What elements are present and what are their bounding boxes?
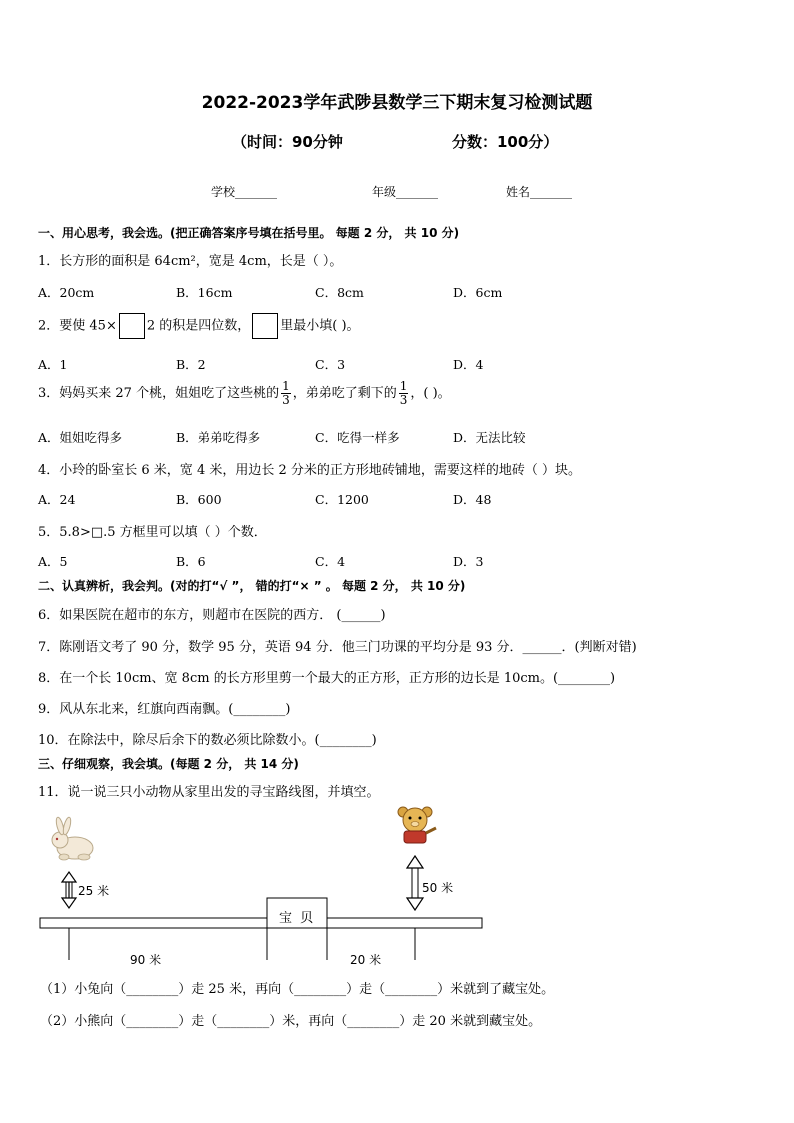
q3-part2: ，弟弟吃了剩下的 xyxy=(292,386,397,401)
question-11-fill-2: （2）小熊向（________）走（________）米，再向（________）走 20 米就到藏宝处。 xyxy=(40,1014,542,1029)
q3-fraction-1: $\frac{1}{3}$ xyxy=(282,379,290,407)
q1-option-b: B．16cm xyxy=(176,285,233,300)
question-5: 5．5.8>□.5 方框里可以填（ ）个数． xyxy=(38,525,267,540)
treasure-route-diagram xyxy=(0,800,794,980)
q3-option-a: A．姐姐吃得多 xyxy=(38,430,123,445)
question-10: 10．在除法中，除尽后余下的数必须比除数小。(________) xyxy=(38,733,377,748)
q4-option-c: C．1200 xyxy=(315,492,369,507)
left-distance-label: 90 米 xyxy=(130,953,162,967)
road xyxy=(40,918,482,928)
q4-option-b: B．600 xyxy=(176,492,222,507)
q3-option-c: C．吃得一样多 xyxy=(315,430,400,445)
q5-option-d: D．3 xyxy=(453,554,484,569)
q2-option-c: C．3 xyxy=(315,357,346,372)
q5-option-c: C．4 xyxy=(315,554,346,569)
q2-option-b: B．2 xyxy=(176,357,206,372)
bear-distance-label: 50 米 xyxy=(422,881,454,895)
q3-fraction-2: $\frac{1}{3}$ xyxy=(399,379,408,407)
rabbit-icon xyxy=(52,817,93,860)
school-field: 学校_______ xyxy=(211,185,278,199)
q2-part2: 2 的积是四位数， xyxy=(146,318,251,334)
question-11-fill-1: （1）小兔向（________）走 25 米，再向（________）走（________）米就到了藏宝处。 xyxy=(40,982,555,997)
section2-heading: 二、认真辨析，我会判。(对的打“√ ”， 错的打“× ” 。 每题 2 分， 共 10 分) xyxy=(38,579,466,593)
rabbit-distance-arrow xyxy=(62,872,76,908)
q3-part1: 3．妈妈买来 27 个桃，姐姐吃了这些桃的 xyxy=(38,386,280,401)
question-3 xyxy=(38,380,451,407)
q1-option-c: C．8cm xyxy=(315,285,364,300)
question-2 xyxy=(38,313,360,339)
question-9: 9．风从东北来，红旗向西南飘。(________) xyxy=(38,702,291,717)
q2-blank-box-2 xyxy=(252,313,278,339)
grade-field: 年级_______ xyxy=(372,185,439,199)
treasure-label: 宝 贝 xyxy=(279,911,316,926)
q2-option-d: D．4 xyxy=(453,357,484,372)
q4-option-a: A．24 xyxy=(38,492,76,507)
q5-option-a: A．5 xyxy=(38,554,68,569)
q5-option-b: B．6 xyxy=(176,554,206,569)
q3-part3: ，( )。 xyxy=(410,386,451,401)
bear-icon xyxy=(398,807,436,843)
q4-option-d: D．48 xyxy=(453,492,492,507)
question-6: 6．如果医院在超市的东方，则超市在医院的西方． (______) xyxy=(38,608,386,623)
question-8: 8．在一个长 10cm、宽 8cm 的长方形里剪一个最大的正方形，正方形的边长是 10cm。(________) xyxy=(38,671,616,686)
section1-heading: 一、用心思考，我会选。(把正确答案序号填在括号里。 每题 2 分， 共 10 分) xyxy=(38,226,460,240)
q2-option-a: A．1 xyxy=(38,357,68,372)
q3-option-d: D．无法比较 xyxy=(453,430,526,445)
q1-option-a: A．20cm xyxy=(38,285,95,300)
exam-time: （时间：90分钟 xyxy=(232,133,343,151)
rabbit-distance-label: 25 米 xyxy=(78,884,110,898)
name-field: 姓名_______ xyxy=(506,185,573,199)
question-7: 7．陈刚语文考了 90 分，数学 95 分，英语 94 分．他三门功课的平均分是 93 分．______．(判断对错) xyxy=(38,640,637,655)
question-1: 1．长方形的面积是 64cm²，宽是 4cm，长是（ ）。 xyxy=(38,254,343,269)
q2-blank-box-1 xyxy=(119,313,145,339)
bear-distance-arrow xyxy=(407,856,423,910)
q3-option-b: B．弟弟吃得多 xyxy=(176,430,261,445)
exam-score: 分数：100分） xyxy=(452,133,559,151)
right-distance-label: 20 米 xyxy=(350,953,382,967)
q1-option-d: D．6cm xyxy=(453,285,503,300)
section3-heading: 三、仔细观察，我会填。(每题 2 分， 共 14 分) xyxy=(38,757,299,771)
q2-part1: 2．要使 45× xyxy=(38,318,117,334)
question-4: 4．小玲的卧室长 6 米，宽 4 米，用边长 2 分米的正方形地砖铺地，需要这样的地砖（ ）块。 xyxy=(38,463,582,478)
page-title: 2022-2023学年武陟县数学三下期末复习检测试题 xyxy=(201,93,593,113)
q2-part3: 里最小填( )。 xyxy=(280,318,360,334)
question-11: 11．说一说三只小动物从家里出发的寻宝路线图，并填空。 xyxy=(38,785,380,800)
